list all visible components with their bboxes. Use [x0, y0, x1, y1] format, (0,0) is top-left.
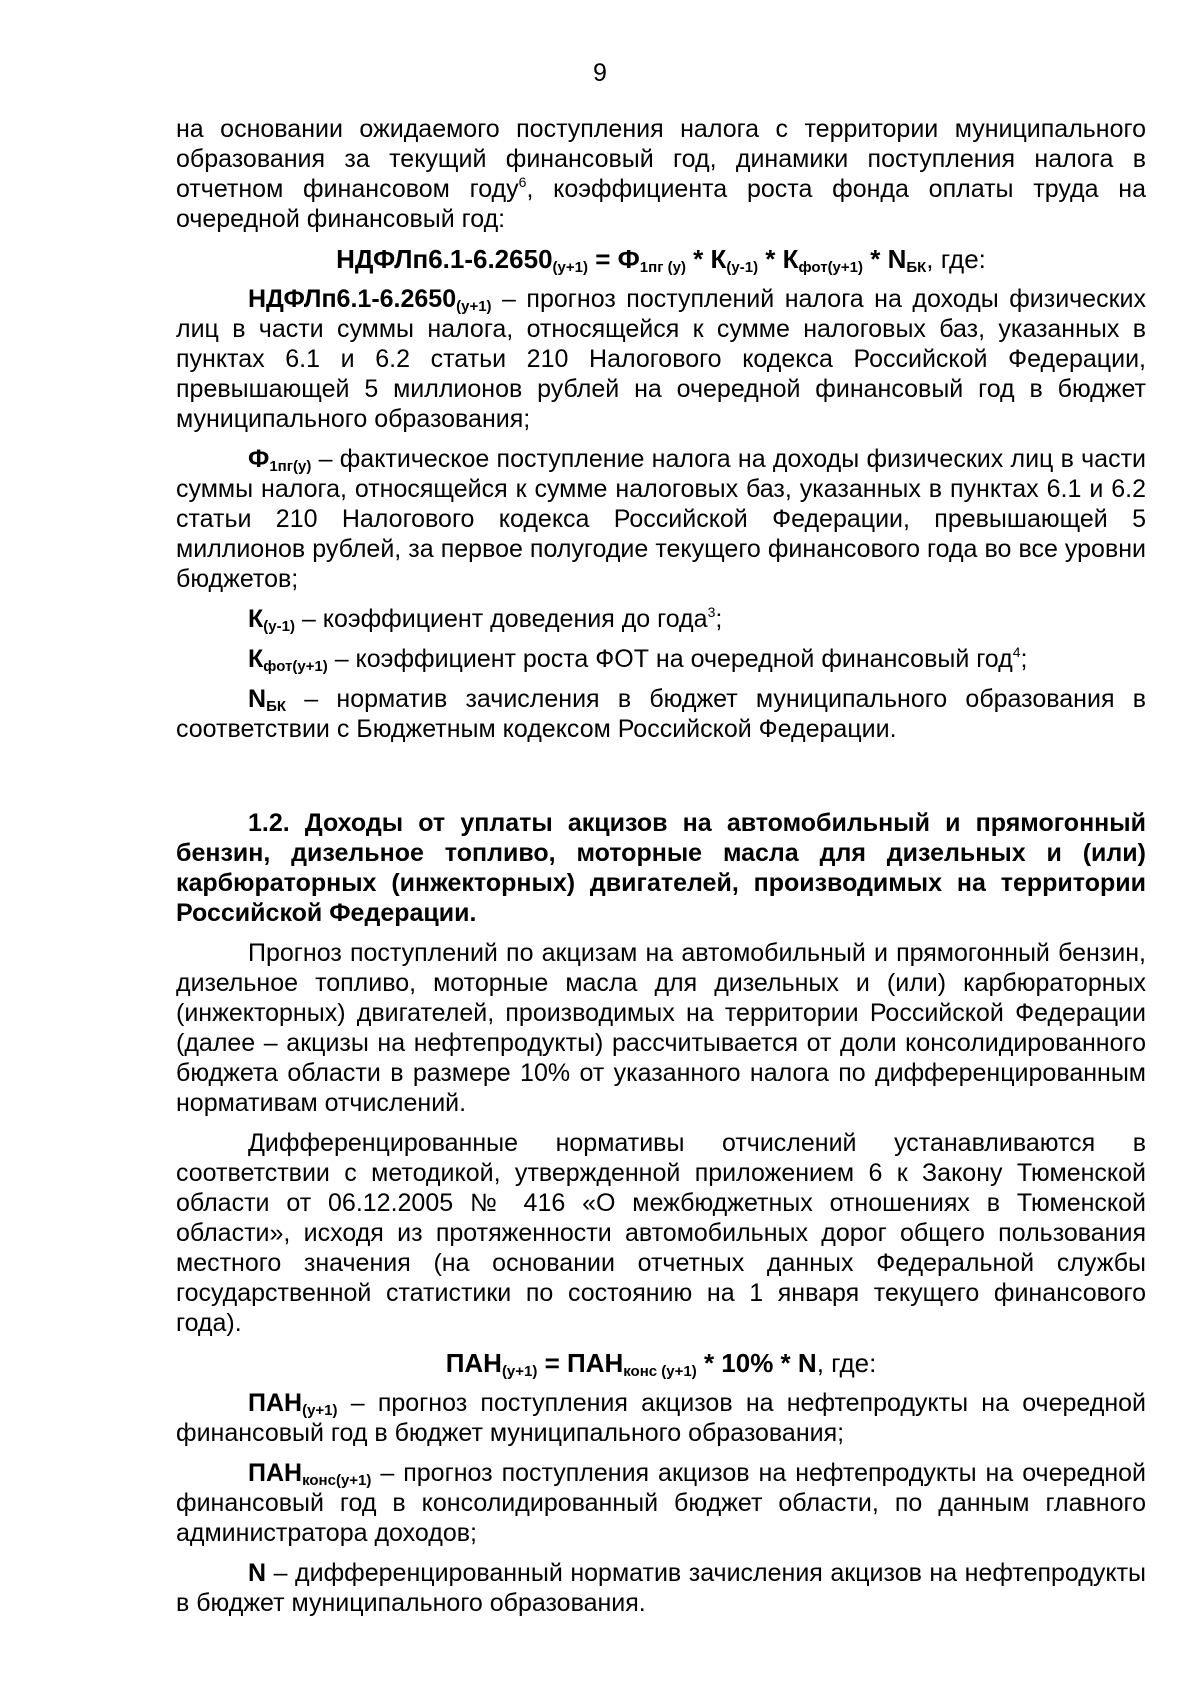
definition-nbk: $N_{БК}$ – норматив зачисления в бюджет муниципального образования в соответствии с Бюджетным кодексом Российской Федерации.: [176, 685, 1146, 743]
definition-n: N – дифференцированный норматив зачисления акцизов на нефтепродукты в бюджет муниципального образования.: [176, 1559, 1146, 1617]
page-number: 9: [593, 59, 607, 87]
document-body: [176, 114, 1146, 1618]
formula-ndfl: $НДФЛп6.1-6.2650_{(у+1)} = Ф_{1пг (у)} * К_{(у-1)} * К_{фот(у+1)} * N_{БК}$, где:: [336, 244, 986, 276]
definition-k: $К_{(у-1)}$ – коэффициент доведения до года$^3$;: [248, 604, 723, 635]
definition-pan: $ПАН_{(у+1)}$ – прогноз поступления акцизов на нефтепродукты на очередной финансовый год в бюджет муниципального образования;: [176, 1389, 1146, 1447]
definition-f1pg: $Ф_{1пг(у)}$ – фактическое поступление налога на доходы физических лиц в части суммы налога, относящейся к сумме налоговых баз, указанных в пунктах 6.1 и 6.2 статьи 210 Налогового кодекса Российской Федерации, превышающей 5 миллионов рублей, за первое полугодие текущего финансового года во все уровни бюджетов;: [176, 445, 1146, 593]
section-heading-1-2: 1.2. Доходы от уплаты акцизов на автомобильный и прямогонный бензин, дизельное топливо, моторные масла для дизельных и (или) карбюраторных (инжекторных) двигателей, производимых на территории Российской Федерации.: [176, 809, 1146, 927]
intro-paragraph: на основании ожидаемого поступления налога с территории муниципального образования за текущий финансовый год, динамики поступления налога в отчетном финансовом году$^6$, коэффициента роста фонда оплаты труда на очередной финансовый год:: [176, 115, 1146, 233]
footnote-ref-4: 4: [1012, 644, 1021, 660]
footnote-ref-3: 3: [707, 604, 716, 620]
definition-ndfl: $НДФЛп6.1-6.2650_{(у+1)}$ – прогноз поступлений налога на доходы физических лиц в части суммы налога, относящейся к сумме налоговых баз, указанных в пунктах 6.1 и 6.2 статьи 210 Налогового кодекса Российской Федерации, превышающей 5 миллионов рублей на очередной финансовый год в бюджет муниципального образования;: [176, 285, 1146, 433]
forecast-paragraph: Прогноз поступлений по акцизам на автомобильный и прямогонный бензин, дизельное топливо, моторные масла для дизельных и (или) карбюраторных (инжекторных) двигателей, производимых на территории Российской Федерации (далее – акцизы на нефтепродукты) рассчитывается от доли консолидированного бюджета области в размере 10% от указанного налога по дифференцированным нормативам отчислений.: [176, 939, 1146, 1117]
definition-kfot: $К_{фот(у+1)}$ – коэффициент роста ФОТ на очередной финансовый год$^4$;: [248, 644, 1028, 675]
definition-pan-kons: $ПАН_{конс(у+1)}$ – прогноз поступления акцизов на нефтепродукты на очередной финансовый год в консолидированный бюджет области, по данным главного администратора доходов;: [176, 1459, 1146, 1547]
formula-pan: $ПАН_{(у+1)} = ПАН_{конс (у+1)} * 10\% * N$, где:: [445, 1348, 877, 1380]
differentiated-norms-paragraph: Дифференцированные нормативы отчислений устанавливаются в соответствии с методикой, утвержденной приложением 6 к Закону Тюменской области от 06.12.2005 № 416 «О межбюджетных отношениях в Тюменской области», исходя из протяженности автомобильных дорог общего пользования местного значения (на основании отчетных данных Федеральной службы государственной статистики по состоянию на 1 января текущего финансового года).: [176, 1129, 1146, 1337]
footnote-ref-6: 6: [518, 174, 527, 190]
